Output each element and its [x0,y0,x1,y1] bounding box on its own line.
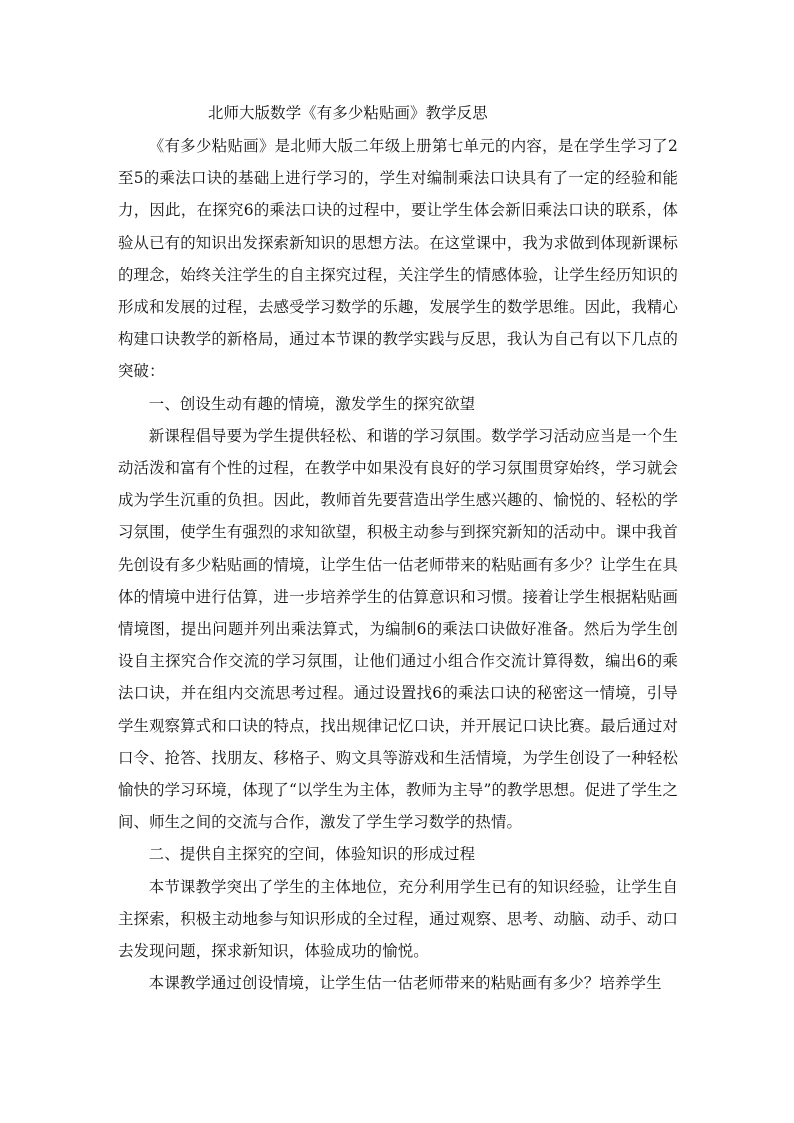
section-2-paragraph-1: 本节课教学突出了学生的主体地位，充分利用学生已有的知识经验，让学生自主探索，积极主动地参与知识形成的全过程，通过观察、思考、动脑、动手、动口去发现问题，探求新知识，体验成功的愉悦。 [118,877,678,961]
section-heading-1: 一、创设生动有趣的情境，激发学生的探究欲望 [148,394,476,413]
section-1-paragraph: 新课程倡导要为学生提供轻松、和谐的学习氛围。数学学习活动应当是一个生动活泼和富有个性的过程，在教学中如果没有良好的学习氛围贯穿始终，学习就会成为学生沉重的负担。因此，教师首先要营造出学生感兴趣的、愉悦的、轻松的学习氛围，使学生有强烈的求知欲望，积极主动参与到探究新知的活动中。课中我首先创设有多少粘贴画的情境，让学生估一估老师带来的粘贴画有多少？让学生在具体的情境中进行估算，进一步培养学生的估算意识和习惯。接着让学生根据粘贴画情境图，提出问题并列出乘法算式，为编制6的乘法口诀做好准备。然后为学生创设自主探究合作交流的学习氛围，让他们通过小组合作交流计算得数，编出6的乘法口诀，并在组内交流思考过程。通过设置找6的乘法口诀的秘密这一情境，引导学生观察算式和口诀的特点，找出规律记忆口诀，并开展记口诀比赛。最后通过对口令、抢答、找朋友、移格子、购文具等游戏和生活情境，为学生创设了一种轻松愉快的学习环境，体现了“以学生为主体，教师为主导”的教学思想。促进了学生之间、师生之间的交流与合作，激发了学生学习数学的热情。 [118,426,678,832]
document-title: 北师大版数学《有多少粘贴画》教学反思 [208,104,488,122]
section-2-paragraph-2: 本课教学通过创设情境，让学生估一估老师带来的粘贴画有多少？培养学生 [148,974,662,993]
section-heading-2: 二、提供自主探究的空间，体验知识的形成过程 [148,845,476,864]
intro-paragraph: 《有多少粘贴画》是北师大版二年级上册第七单元的内容，是在学生学习了2至5的乘法口诀的基础上进行学习的，学生对编制乘法口诀具有了一定的经验和能力，因此，在探究6的乘法口诀的过程中，要让学生体会新旧乘法口诀的联系，体验从已有的知识出发探索新知识的思想方法。在这堂课中，我为求做到体现新课标的理念，始终关注学生的自主探究过程，关注学生的情感体验，让学生经历知识的形成和发展的过程，去感受学习数学的乐趣，发展学生的数学思维。因此，我精心构建口诀教学的新格局，通过本节课的教学实践与反思，我认为自己有以下几点的突破： [118,137,678,381]
document-body [118,96,678,999]
